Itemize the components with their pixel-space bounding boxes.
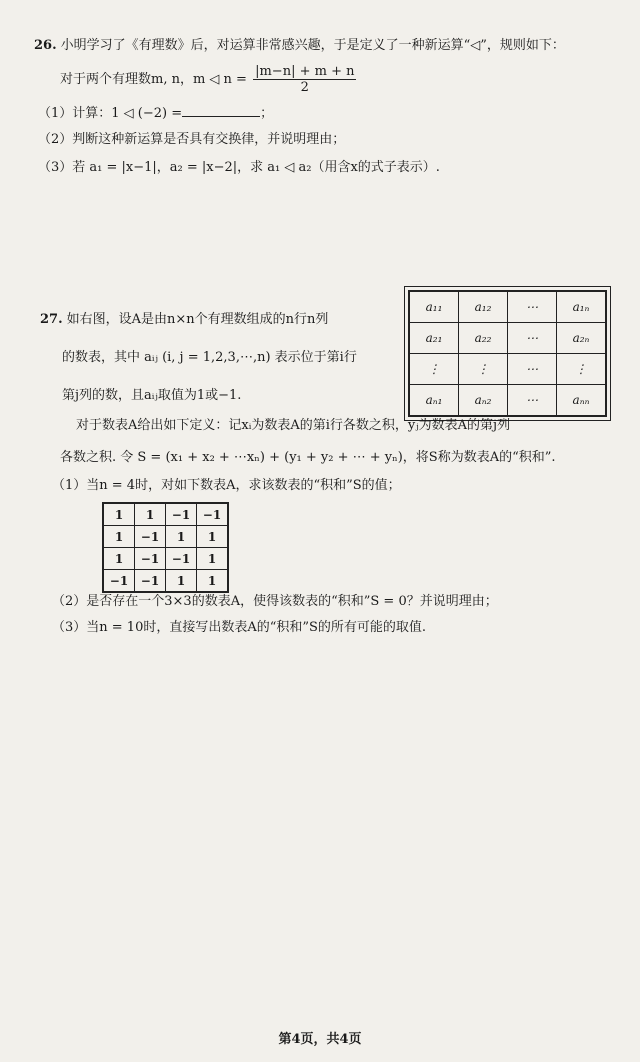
- table-cell: 1: [135, 503, 166, 526]
- table-cell: −1: [166, 503, 197, 526]
- table-cell: −1: [166, 548, 197, 570]
- table-row: [409, 354, 606, 385]
- table-cell: 1: [166, 526, 197, 548]
- table-cell: 1: [103, 526, 135, 548]
- table-row: [409, 323, 606, 354]
- table-cell: 1: [103, 548, 135, 570]
- q27-part2: （2）是否存在一个3×3的数表A，使得该数表的“积和”S = 0？并说明理由；: [52, 594, 498, 609]
- table-row: [103, 503, 228, 526]
- q27-line1: [40, 308, 328, 327]
- table-cell: a₂ₙ: [557, 323, 607, 354]
- table-cell: ⋮: [557, 354, 607, 385]
- q26-rule-numerator: |m−n| + m + n: [255, 64, 355, 79]
- table-cell: ⋯: [508, 385, 557, 417]
- table-cell: aₙ₂: [459, 385, 508, 417]
- q26-part1-text: （1）计算：1 ◁ (−2) =: [38, 106, 183, 121]
- table-cell: ⋮: [459, 354, 508, 385]
- q26-part2: （2）判断这种新运算是否具有交换律，并说明理由；: [38, 132, 346, 147]
- table-cell: 1: [197, 570, 229, 593]
- table-cell: −1: [135, 570, 166, 593]
- q26-rule-prefix: 对于两个有理数m, n，m ◁ n =: [60, 72, 247, 87]
- q27-part1: （1）当n = 4时，对如下数表A，求该数表的“积和”S的值；: [52, 478, 401, 493]
- q26-intro: [34, 34, 565, 53]
- table-row: [409, 385, 606, 417]
- table-cell: a₁₂: [459, 291, 508, 323]
- q27-line1-text: 如右图，设A是由n×n个有理数组成的n行n列: [66, 312, 329, 327]
- q27-number: 27.: [40, 312, 63, 327]
- q26-number: 26.: [34, 38, 57, 53]
- q27-def-line1: 对于数表A给出如下定义：记xᵢ为数表A的第i行各数之积，yⱼ为数表A的第j列: [76, 418, 511, 433]
- q26-rule: [60, 64, 358, 95]
- q27-line3: 第j列的数，且aᵢⱼ取值为1或−1.: [62, 388, 242, 403]
- table-cell: 1: [197, 548, 229, 570]
- table-cell: a₂₁: [409, 323, 459, 354]
- q27-line2: 的数表，其中 aᵢⱼ (i, j = 1,2,3,⋯,n) 表示位于第i行: [62, 350, 357, 365]
- table-cell: −1: [135, 548, 166, 570]
- table-cell: ⋯: [508, 291, 557, 323]
- table-cell: 1: [103, 503, 135, 526]
- table-cell: 1: [197, 526, 229, 548]
- q26-rule-denominator: 2: [300, 80, 309, 95]
- q26-part1: [38, 102, 273, 121]
- table-cell: 1: [166, 570, 197, 593]
- table-cell: −1: [103, 570, 135, 593]
- answer-blank[interactable]: [182, 104, 260, 117]
- table-cell: aₙₙ: [557, 385, 607, 417]
- table-cell: −1: [197, 503, 229, 526]
- table-cell: ⋯: [508, 354, 557, 385]
- table-cell: a₁₁: [409, 291, 459, 323]
- q26-rule-fraction: [253, 64, 356, 95]
- table-row: [409, 291, 606, 323]
- table-row: [103, 570, 228, 593]
- value-table: [102, 502, 229, 593]
- table-row: [103, 548, 228, 570]
- reference-table: [408, 290, 607, 417]
- table-row: [103, 526, 228, 548]
- page-footer: 第4页，共4页: [278, 1032, 362, 1047]
- table-cell: ⋮: [409, 354, 459, 385]
- table-cell: aₙ₁: [409, 385, 459, 417]
- table-cell: −1: [135, 526, 166, 548]
- q27-def-line2: 各数之积. 令 S = (x₁ + x₂ + ⋯xₙ) + (y₁ + y₂ + ⋯ + yₙ)，将S称为数表A的“积和”.: [60, 450, 556, 465]
- table-cell: a₁ₙ: [557, 291, 607, 323]
- q26-part1-tail: ；: [260, 106, 274, 121]
- q26-part3: （3）若 a₁ = |x−1|，a₂ = |x−2|，求 a₁ ◁ a₂（用含x的式子表示）.: [38, 160, 440, 175]
- table-cell: ⋯: [508, 323, 557, 354]
- q26-intro-text: 小明学习了《有理数》后，对运算非常感兴趣，于是定义了一种新运算“◁”，规则如下：: [60, 38, 565, 53]
- table-cell: a₂₂: [459, 323, 508, 354]
- q27-part3: （3）当n = 10时，直接写出数表A的“积和”S的所有可能的取值.: [52, 620, 427, 635]
